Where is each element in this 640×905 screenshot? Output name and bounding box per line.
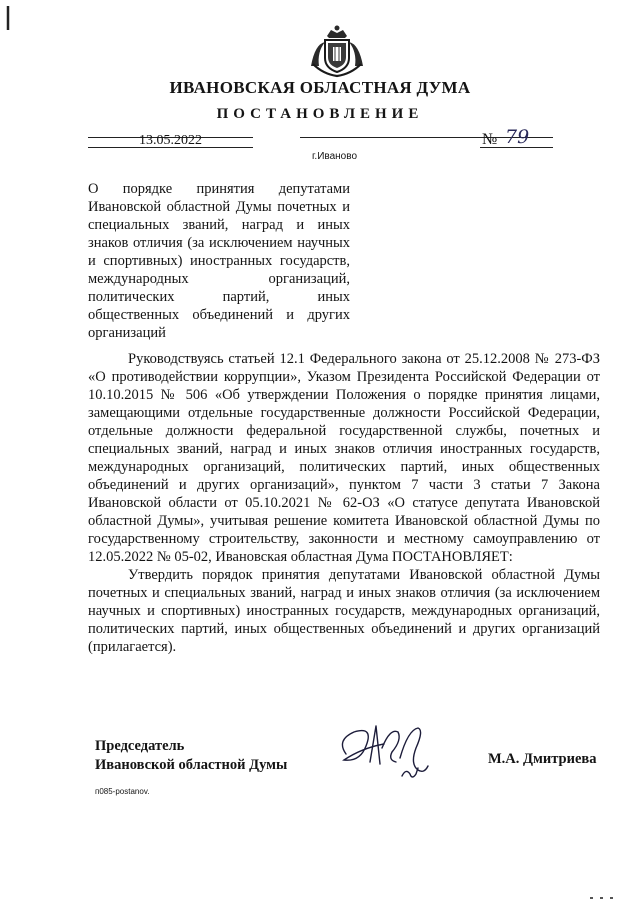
number-underline (480, 147, 553, 148)
document-body (88, 350, 600, 656)
document-number: 79 (505, 126, 530, 148)
body-paragraph: Утвердить порядок принятия депутатами Ивановской областной Думы почетных и специальных званий, наград и иных знаков отличия (за исключением научных и спортивных) иностранных государств, международных организаций, политических партий, иных общественных объединений и других организаций (прилагается). (88, 567, 600, 655)
signatory-position (95, 737, 287, 775)
position-line: Председатель (95, 738, 185, 754)
number-sign: № (482, 131, 498, 148)
scan-artifact (600, 897, 603, 899)
date-underline (88, 147, 253, 148)
document-date: 13.05.2022 (139, 133, 202, 148)
signer-name: М.А. Дмитриева (488, 751, 597, 767)
city: г.Иваново (312, 151, 357, 162)
file-reference: п085-postanov. (95, 787, 150, 796)
scan-edge-mark (6, 6, 10, 30)
position-line: Ивановской областной Думы (95, 757, 288, 773)
document-type: ПОСТАНОВЛЕНИЕ (216, 106, 424, 122)
body-paragraph: Руководствуясь статьей 12.1 Федерального закона от 25.12.2008 № 273-ФЗ «О противодействии коррупции», Указом Президента Российской Федерации от 10.10.2015 № 506 «Об утверждении Положения о порядке принятия лицами, замещающими отдельные государственные должности Российской Федерации, отдельные должности федеральной государственной службы, почетных и специальных званий, наград и иных знаков отличия иностранных государств, международных организаций, политических партий, иных общественных объединений и других организаций», пунктом 7 части 3 статьи 7 Закона Ивановской области от 05.10.2021 № 62-ОЗ «О статусе депутата Ивановской областной Думы», учитывая решение комитета Ивановской областной Думы по государственному строительству, законности и местному самоуправлению от 12.05.2022 № 05-02, Ивановская областная Дума ПОСТАНОВЛЯЕТ: (88, 351, 600, 565)
scan-artifact (590, 897, 593, 899)
coat-of-arms-icon (305, 22, 369, 80)
org-title: ИВАНОВСКАЯ ОБЛАСТНАЯ ДУМА (169, 78, 471, 97)
scan-artifact (610, 897, 613, 899)
document-subject: О порядке принятия депутатами Ивановской областной Думы почетных и специальных званий, наград и иных знаков отличия (за исключением научных и спортивных) иностранных государств, международных организаций, политических партий, иных общественных объединений и других организаций (88, 181, 350, 341)
signature-icon (332, 718, 442, 786)
